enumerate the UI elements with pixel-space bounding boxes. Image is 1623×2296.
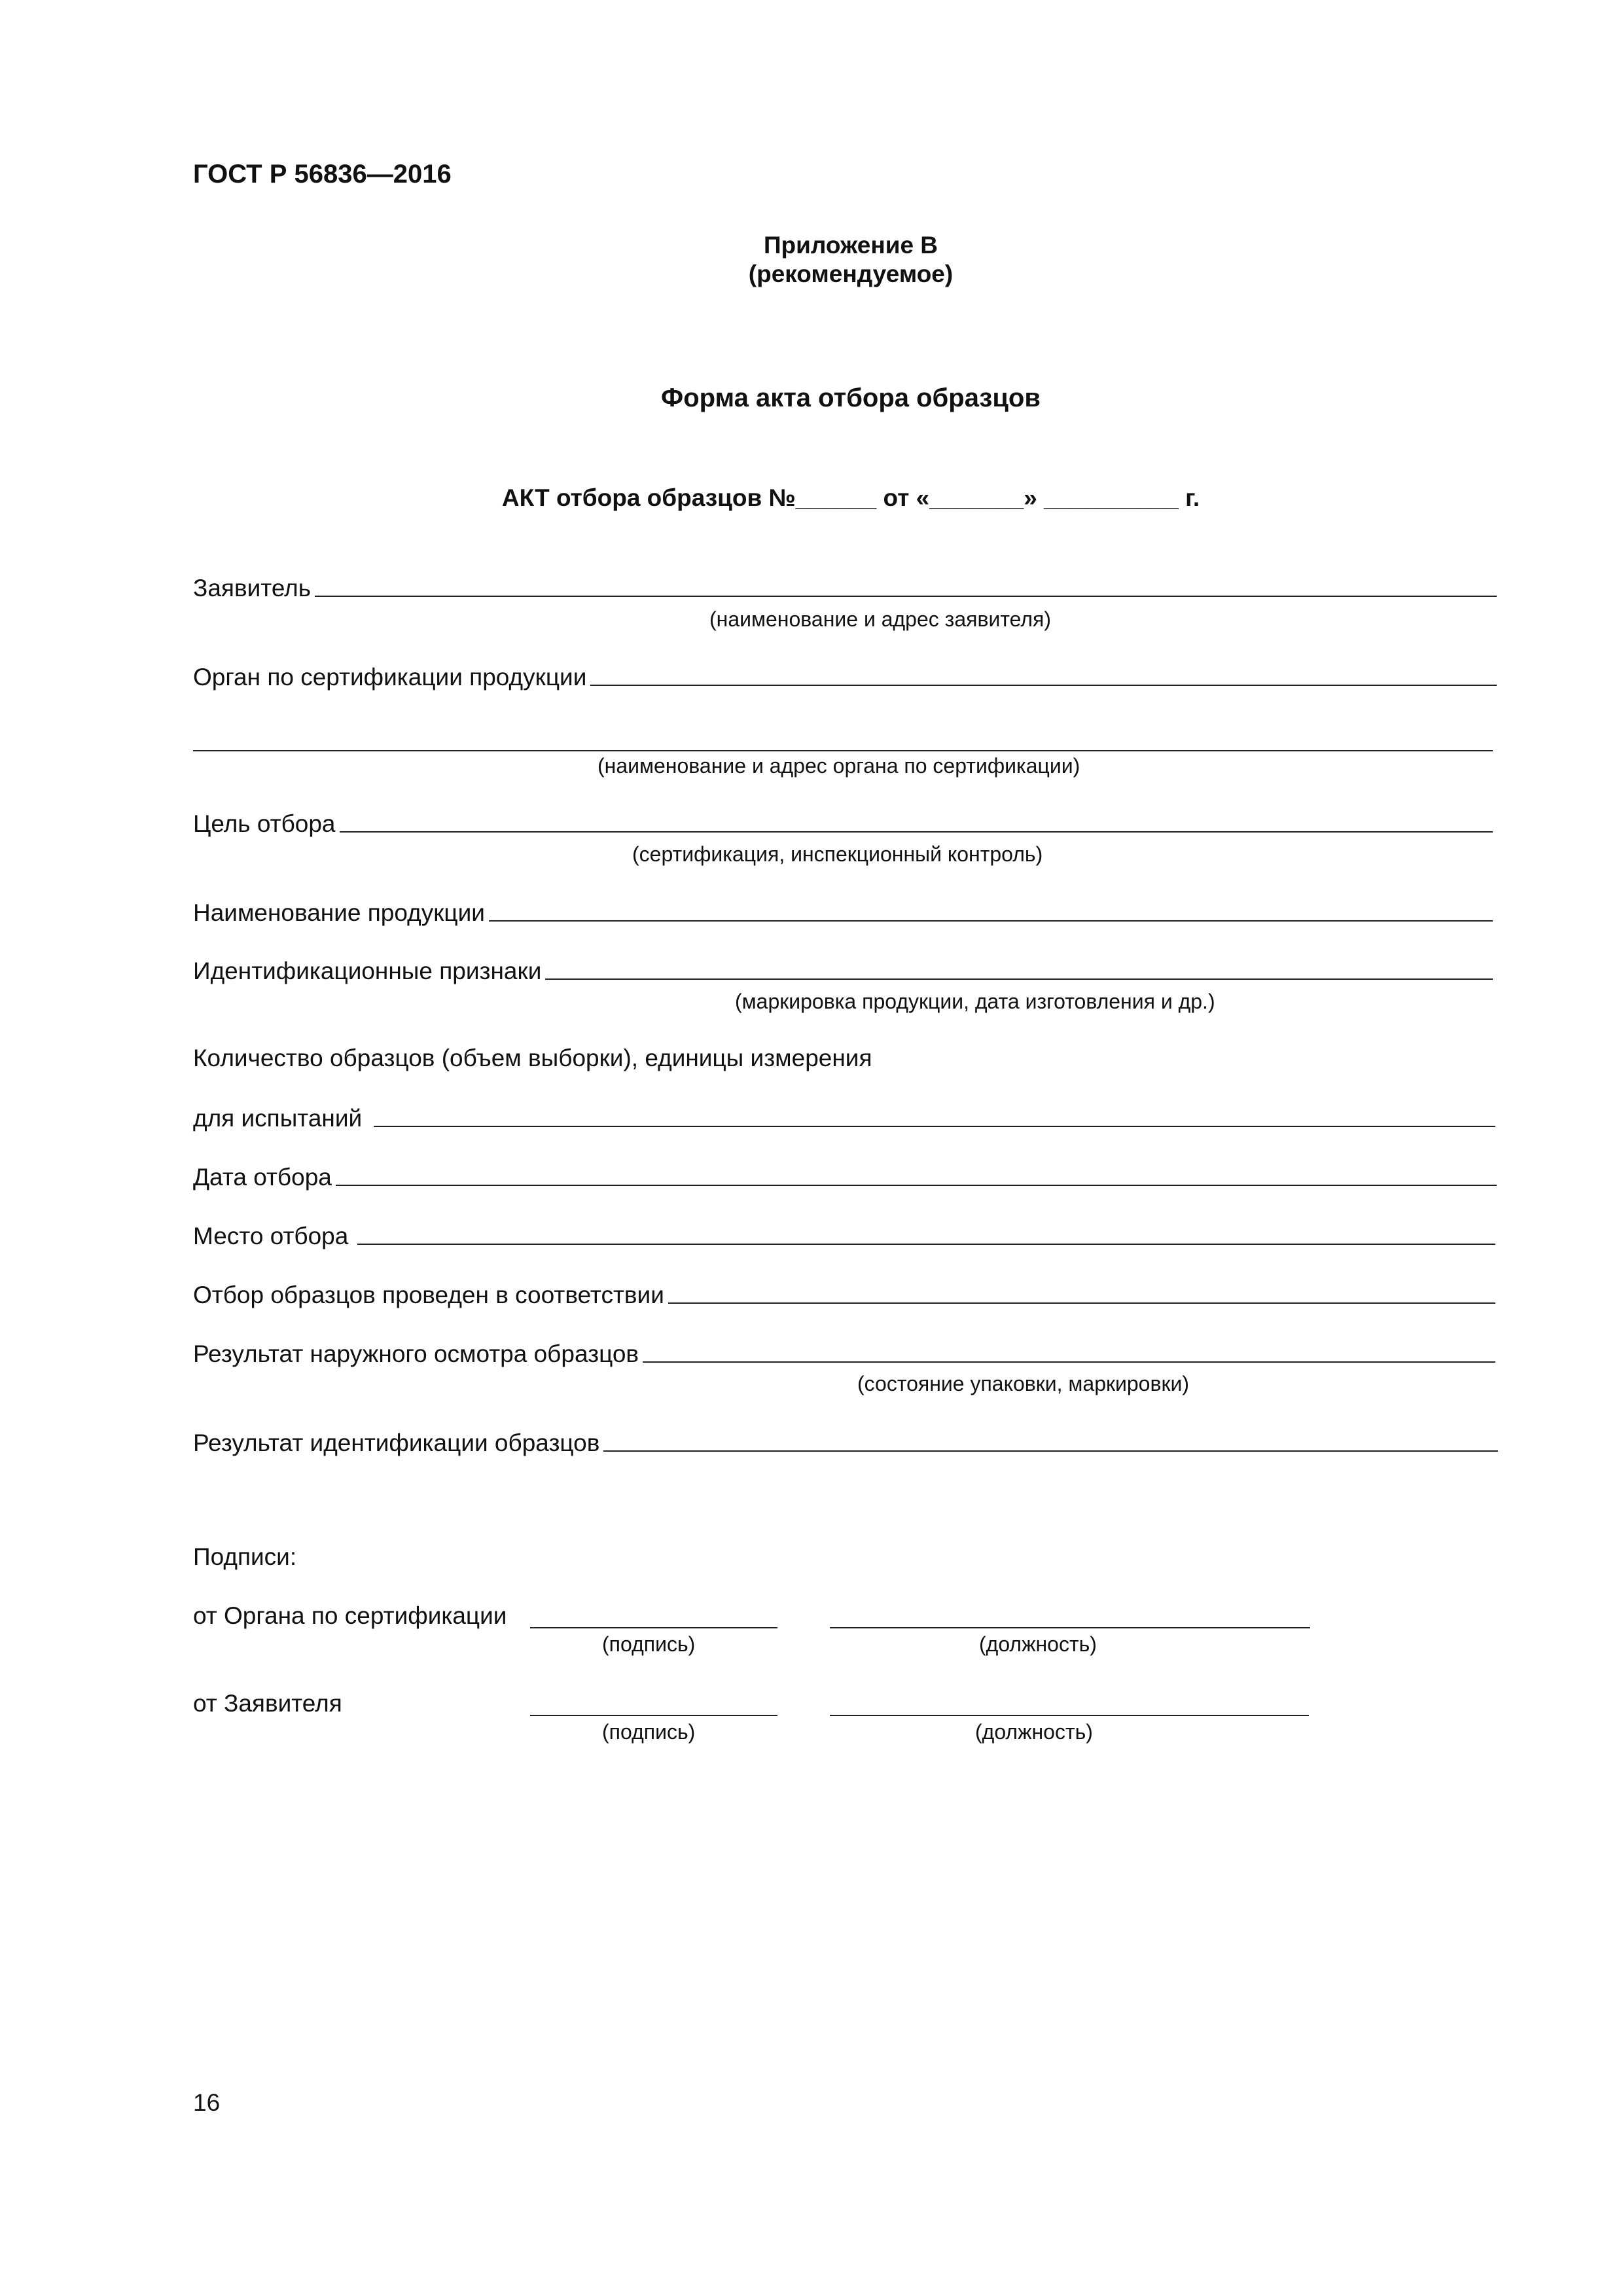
- signatures-title: Подписи:: [193, 1543, 297, 1570]
- product-name-line[interactable]: [489, 920, 1493, 922]
- cert-body-position-line[interactable]: [830, 1627, 1310, 1628]
- form-title: Форма акта отбора образцов: [661, 384, 1041, 412]
- applicant-signature-line[interactable]: [530, 1715, 777, 1716]
- sampling-place-label: Место отбора: [193, 1223, 349, 1249]
- quantity-label-2: для испытаний: [193, 1105, 363, 1132]
- inspection-result-line[interactable]: [643, 1361, 1495, 1363]
- cert-body-hint: (наименование и адрес органа по сертификации): [597, 754, 1080, 778]
- product-name-field[interactable]: [193, 895, 1493, 927]
- identification-result-field[interactable]: [193, 1426, 1498, 1457]
- purpose-hint: (сертификация, инспекционный контроль): [632, 842, 1043, 866]
- product-name-label: Наименование продукции: [193, 899, 485, 926]
- sampling-date-field[interactable]: [193, 1160, 1497, 1191]
- appendix-status: (рекомендуемое): [748, 260, 954, 287]
- applicant-line[interactable]: [315, 596, 1497, 597]
- cert-body-field[interactable]: [193, 660, 1497, 691]
- sampling-compliance-line[interactable]: [668, 1302, 1495, 1304]
- purpose-line[interactable]: [340, 831, 1493, 833]
- cert-body-signature-hint: (подпись): [602, 1632, 696, 1656]
- sampling-place-line[interactable]: [357, 1244, 1495, 1245]
- appendix-title: Приложение В: [763, 232, 938, 259]
- quantity-line[interactable]: [374, 1126, 1495, 1127]
- applicant-label: Заявитель: [193, 575, 312, 601]
- applicant-position-hint: (должность): [975, 1720, 1093, 1744]
- cert-body-signature-line[interactable]: [530, 1627, 777, 1628]
- identification-label: Идентификационные признаки: [193, 958, 542, 984]
- identification-line[interactable]: [545, 978, 1493, 980]
- quantity-label: Количество образцов (объем выборки), единицы измерения: [193, 1045, 872, 1071]
- quantity-field[interactable]: [193, 1101, 1495, 1132]
- applicant-hint: (наименование и адрес заявителя): [709, 607, 1052, 631]
- identification-result-label: Результат идентификации образцов: [193, 1429, 600, 1456]
- cert-body-position-hint: (должность): [979, 1632, 1097, 1656]
- identification-result-line[interactable]: [603, 1450, 1498, 1452]
- cert-body-label: Орган по сертификации продукции: [193, 664, 587, 691]
- cert-body-signature-label: от Органа по сертификации: [193, 1602, 507, 1629]
- inspection-result-hint: (состояние упаковки, маркировки): [857, 1372, 1189, 1395]
- page-number: 16: [193, 2089, 221, 2116]
- identification-field[interactable]: [193, 954, 1493, 985]
- sampling-compliance-label: Отбор образцов проведен в соответствии: [193, 1282, 664, 1308]
- cert-body-line[interactable]: [590, 685, 1497, 686]
- applicant-field[interactable]: [193, 571, 1497, 602]
- purpose-label: Цель отбора: [193, 810, 336, 837]
- sampling-compliance-field[interactable]: [193, 1278, 1495, 1309]
- inspection-result-field[interactable]: [193, 1336, 1495, 1368]
- identification-hint: (маркировка продукции, дата изготовления и др.): [735, 990, 1215, 1013]
- inspection-result-label: Результат наружного осмотра образцов: [193, 1340, 639, 1367]
- standard-number: ГОСТ Р 56836—2016: [193, 160, 452, 188]
- sampling-date-line[interactable]: [336, 1185, 1497, 1186]
- applicant-signature-hint: (подпись): [602, 1720, 696, 1744]
- applicant-signature-label: от Заявителя: [193, 1690, 342, 1717]
- purpose-field[interactable]: [193, 806, 1493, 838]
- applicant-position-line[interactable]: [830, 1715, 1309, 1716]
- cert-body-line-2[interactable]: [193, 750, 1493, 751]
- sampling-place-field[interactable]: [193, 1219, 1495, 1250]
- act-heading: АКТ отбора образцов №______ от «_______» __________ г.: [501, 484, 1200, 511]
- sampling-date-label: Дата отбора: [193, 1164, 332, 1191]
